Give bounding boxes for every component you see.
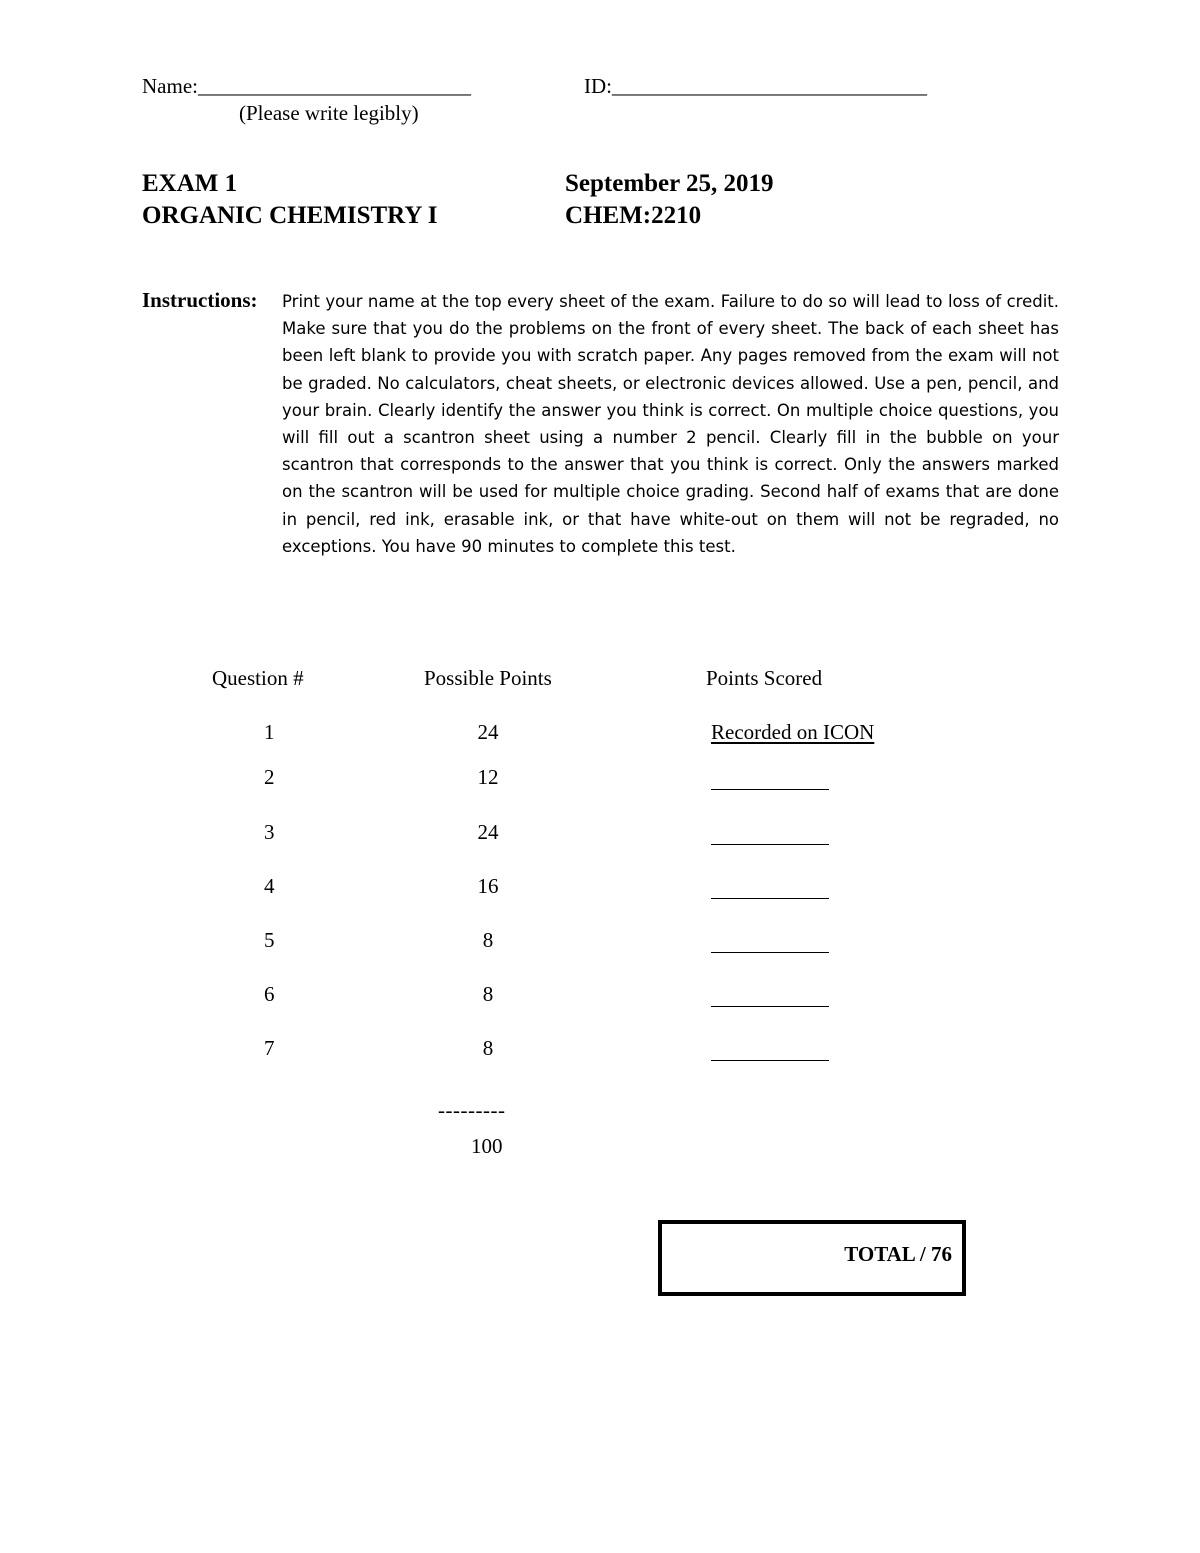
possible-points: 8 (482, 982, 494, 1006)
question-number: 7 (264, 1036, 275, 1060)
possible-points: 8 (482, 928, 494, 952)
score-blank-line (711, 1060, 829, 1061)
total-score-label: TOTAL / 76 (844, 1242, 952, 1266)
possible-points: 8 (482, 1036, 494, 1060)
points-scored: Recorded on ICON (711, 720, 875, 744)
possible-points: 12 (477, 765, 499, 789)
score-blank-line (711, 844, 829, 845)
total-possible-points: 100 (471, 1134, 503, 1158)
question-number: 6 (264, 982, 275, 1006)
instructions-label: Instructions: (142, 288, 258, 312)
column-header-possible-points: Possible Points (424, 666, 552, 690)
column-header-question: Question # (212, 666, 304, 690)
possible-points: 16 (477, 874, 499, 898)
name-field-label: Name:__________________________ (142, 74, 471, 98)
legibility-note: (Please write legibly) (239, 101, 419, 125)
exam-date: September 25, 2019 (565, 170, 774, 197)
id-field-label: ID:______________________________ (584, 74, 927, 98)
instructions-text: Print your name at the top every sheet of the exam. Failure to do so will lead to loss of credit. Make sure that you do the problems on the front of every sheet. The back of each sheet has been left blank to provide you with scratch paper. Any pages removed from the exam will not be graded. No calculators, cheat sheets, or electronic devices allowed. Use a pen, pencil, and your brain. Clearly identify the answer you think is correct. On multiple choice questions, you will fill out a scantron sheet using a number 2 pencil. Clearly fill in the bubble on your scantron that corresponds to the answer that you think is correct. Only the answers marked on the scantron will be used for multiple choice grading. Second half of exams that are done in pencil, red ink, erasable ink, or that have white-out on them will not be regraded, no exceptions. You have 90 minutes to complete this test. (282, 292, 1059, 556)
question-number: 5 (264, 928, 275, 952)
possible-points: 24 (477, 820, 499, 844)
possible-points: 24 (477, 720, 499, 744)
column-header-points-scored: Points Scored (706, 666, 823, 690)
course-title: ORGANIC CHEMISTRY I (142, 202, 438, 229)
question-number: 1 (264, 720, 275, 744)
question-number: 3 (264, 820, 275, 844)
score-blank-line (711, 789, 829, 790)
score-blank-line (711, 952, 829, 953)
exam-title: EXAM 1 (142, 170, 238, 197)
question-number: 4 (264, 874, 275, 898)
score-blank-line (711, 1006, 829, 1007)
course-code: CHEM:2210 (565, 202, 702, 229)
total-divider: --------- (438, 1098, 506, 1122)
total-score-box (658, 1220, 966, 1296)
question-number: 2 (264, 765, 275, 789)
score-blank-line (711, 898, 829, 899)
